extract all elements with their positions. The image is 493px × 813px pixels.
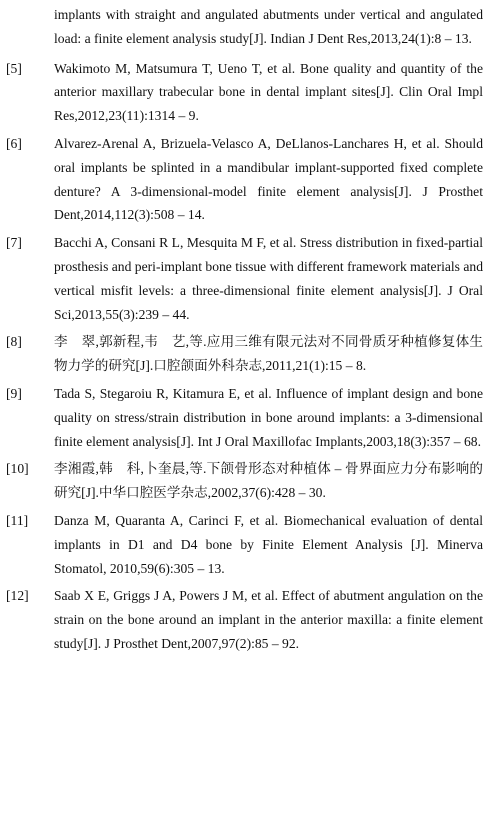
reference-continued <box>0 3 483 51</box>
reference-number: [12] <box>6 588 29 604</box>
reference-number: [6] <box>6 135 22 151</box>
reference-12 <box>0 584 483 655</box>
reference-number: [11] <box>6 512 29 528</box>
reference-text: Wakimoto M, Matsumura T, Ueno T, et al. Bone quality and quantity of the anterior maxillary trabecular bone in dental implant sites[J]. Clin Oral Impl Res,2012,23(11):1314 – 9. <box>54 60 483 124</box>
reference-text: Danza M, Quaranta A, Carinci F, et al. Biomechanical evaluation of dental implants in D1 and D4 bone by Finite Element Analysis [J]. Minerva Stomatol, 2010,59(6):305 – 13. <box>54 512 483 576</box>
reference-number: [5] <box>6 60 22 76</box>
reference-11 <box>0 509 483 580</box>
reference-text: 李 翠,郭新程,韦 艺,等.应用三维有限元法对不同骨质牙种植修复体生物力学的研究[J].口腔颌面外科杂志,2011,21(1):15 – 8. <box>54 334 483 374</box>
reference-number: [8] <box>6 334 22 350</box>
reference-7 <box>0 231 483 326</box>
reference-text: Saab X E, Griggs J A, Powers J M, et al. Effect of abutment angulation on the strain on the bone around an implant in the anterior maxilla: a finite element study[J]. J Prosthet Dent,2007,97(2):85 – 92. <box>54 588 483 651</box>
reference-10 <box>0 457 483 505</box>
reference-text: implants with straight and angulated abutments under vertical and angulated load: a finite element analysis study[J]. Indian J Dent Res,2013,24(1):8 – 13. <box>54 7 483 46</box>
reference-6 <box>0 132 483 227</box>
reference-8 <box>0 330 483 378</box>
reference-text: Bacchi A, Consani R L, Mesquita M F, et al. Stress distribution in fixed-partial prosthesis and peri-implant bone tissue with different framework materials and vertical misfit levels: a three-dimensional finite element analysis[J]. J Oral Sci,2013,55(3):239 – 44. <box>54 235 483 322</box>
reference-text: 李湘霞,韩 科,卜奎晨,等.下颌骨形态对种植体 – 骨界面应力分布影响的研究[J].中华口腔医学杂志,2002,37(6):428 – 30. <box>54 461 483 501</box>
reference-number: [7] <box>6 235 22 251</box>
reference-text: Alvarez-Arenal A, Brizuela-Velasco A, DeLlanos-Lanchares H, et al. Should oral implants be splinted in a mandibular implant-supported fixed complete denture? A 3-dimensional-model finite element analysis[J]. J Prosthet Dent,2014,112(3):508 – 14. <box>54 135 483 223</box>
reference-number: [9] <box>6 385 22 401</box>
reference-text: Tada S, Stegaroiu R, Kitamura E, et al. Influence of implant design and bone quality on stress/strain distribution in bone around implants: a 3-dimensional finite element analysis[J]. Int J Oral Maxillofac Implants,2003,18(3):357 – 68. <box>54 385 483 449</box>
reference-5 <box>0 57 483 128</box>
reference-9 <box>0 382 483 453</box>
reference-number: [10] <box>6 461 29 477</box>
